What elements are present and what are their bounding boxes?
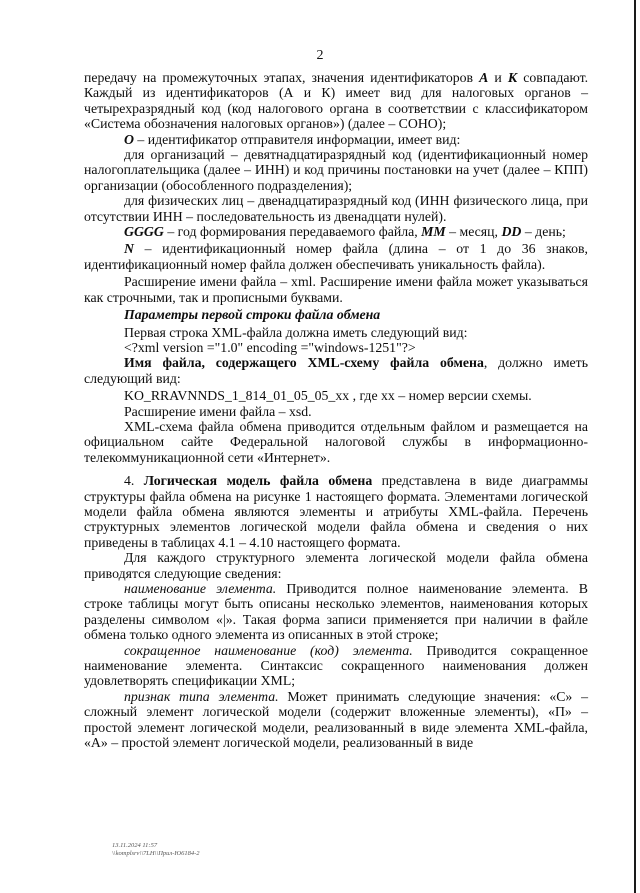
paragraph <box>84 689 588 751</box>
identifier-n: N <box>124 241 134 257</box>
text: совпадают. Каждый из идентификаторов (А и К) имеет вид для налоговых органов – четырехразрядный код (код налогового органа в соответствии с классификатором «Система обозначения налоговых органов») (далее – СОНО); <box>84 70 589 132</box>
paragraph <box>84 224 588 239</box>
text: – год формирования передаваемого файла, <box>167 224 418 240</box>
paragraph <box>84 581 588 643</box>
identifier-a: А <box>479 70 489 85</box>
text: передачу на промежуточных этапах, значения идентификаторов <box>84 70 474 85</box>
paragraph: Для каждого структурного элемента логической модели файла обмена приводятся следующие сведения: <box>84 550 588 581</box>
paragraph <box>84 473 588 550</box>
paragraph <box>84 132 588 147</box>
text: – месяц, <box>449 224 498 240</box>
paragraph <box>84 241 588 272</box>
paragraph <box>84 70 588 132</box>
italic-term: наименование элемента. <box>124 581 277 596</box>
page-number: 2 <box>316 48 324 63</box>
identifier-gggg: GGGG <box>124 224 164 240</box>
italic-term: сокращенное наименование (код) элемента. <box>124 642 413 658</box>
identifier-k: К <box>507 70 518 85</box>
scan-border <box>634 0 636 893</box>
paragraph: XML-схема файла обмена приводится отдельным файлом и размещается на официальном сайте Федеральной налоговой службы в информационно-телекоммуникационной сети «Интернет». <box>84 418 588 465</box>
identifier-o: О <box>124 131 134 147</box>
identifier-dd: DD <box>501 224 522 240</box>
bold-term: Логическая модель файла обмена <box>143 473 373 489</box>
print-footer <box>112 842 200 858</box>
text: Приводится полное наименование элемента. В строке таблицы могут быть описаны несколько элементов, наименования которых разделены символом «|». Такая форма записи применяется при наличии в файле обмена только одного элемента из описанных в этой строке; <box>84 581 588 643</box>
paragraph: для организаций – девятнадцатиразрядный код (идентификационный номер налогоплательщика (далее – ИНН) и код причины постановки на учет (далее – КПП) организации (обособленного подразделения); <box>84 147 588 193</box>
text: – идентификационный номер файла (длина – от 1 до 36 знаков, идентификационный номер файла должен обеспечивать уникальность файла). <box>84 241 588 272</box>
paragraph: Первая строка XML-файла должна иметь следующий вид: <box>124 324 468 340</box>
xml-declaration: <?xml version ="1.0" encoding ="windows-1251"?> <box>124 339 416 355</box>
identifier-mm: MM <box>421 224 446 240</box>
schema-filename: KO_RRAVNNDS_1_814_01_05_05_xx , где хх – номер версии схемы. <box>124 388 532 404</box>
paragraph: Расширение имени файла – xml. Расширение имени файла может указываться как строчными, так и прописными буквами. <box>84 274 588 305</box>
section-number: 4. <box>124 473 135 489</box>
file-path: \\komplsrv\\7LH\\Прил-Ю6184-2 <box>112 850 200 857</box>
text: Приводится сокращенное наименование элемента. Синтаксис сокращенного наименования должен удовлетворять спецификации XML; <box>84 642 589 689</box>
text: – день; <box>524 224 566 240</box>
paragraph <box>84 355 588 386</box>
text: и <box>494 70 502 85</box>
print-timestamp: 13.11.2024 11:57 <box>112 842 158 849</box>
paragraph: для физических лиц – двенадцатиразрядный код (ИНН физического лица, при отсутствии ИНН – последовательность из двенадцати нулей). <box>84 193 588 224</box>
document-body <box>84 70 588 750</box>
paragraph <box>84 643 588 689</box>
text: представлена в виде диаграммы структуры файла обмена на рисунке 1 настоящего формата. Элементами логической модели файла обмена являются элементы и атрибуты XML-файла. Перечень структурных элементов логической модели файла обмена и сведения о них приведены в таблицах 4.1 – 4.10 настоящего формата. <box>84 473 588 550</box>
text: – идентификатор отправителя информации, имеет вид: <box>137 131 461 147</box>
italic-term: признак типа элемента. <box>124 688 279 704</box>
section-heading: Параметры первой строки файла обмена <box>124 307 381 323</box>
bold-term: Имя файла, содержащего XML-схему файла обмена <box>124 355 484 371</box>
text: Может принимать следующие значения: «С» – сложный элемент логической модели (содержит вложенные элементы), «П» – простой элемент логической модели, реализованный в виде элемента XML-файла, «А» – простой элемент логической модели, реализованный в виде <box>84 688 588 751</box>
text: , должно иметь следующий вид: <box>84 355 589 386</box>
paragraph: Расширение имени файла – xsd. <box>124 403 312 419</box>
